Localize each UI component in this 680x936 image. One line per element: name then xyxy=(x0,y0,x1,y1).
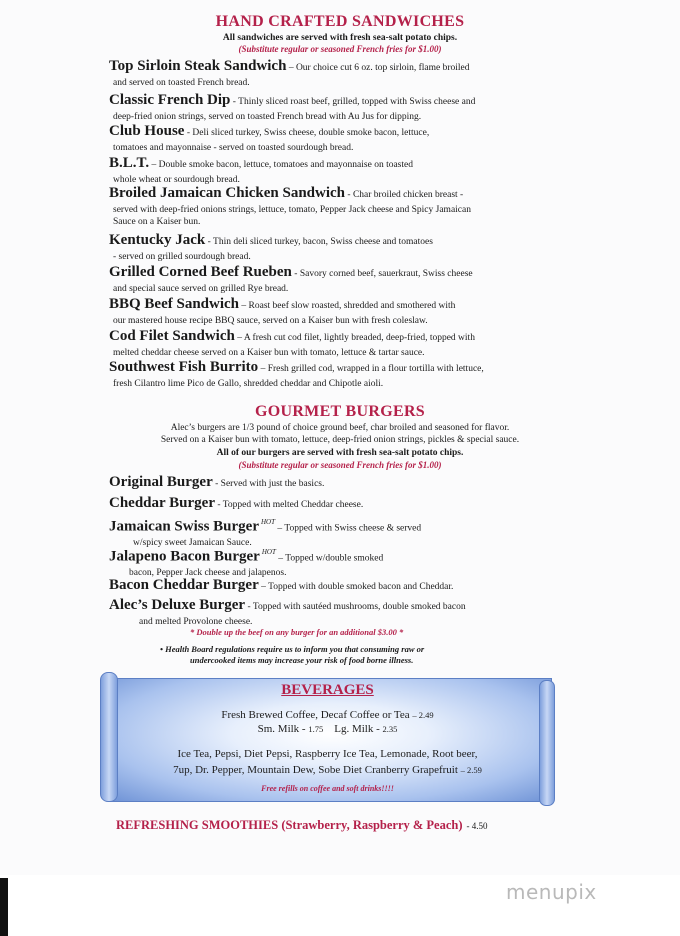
smoothies-line xyxy=(116,818,488,833)
item-description: Deli sliced turkey, Swiss cheese, double smoke bacon, lettuce, xyxy=(192,128,430,138)
menu-item: Alec’s Deluxe Burger - Topped with sautéed mushrooms, double smoked bacon and melted Provolone cheese. xyxy=(109,596,569,628)
burgers-title: GOURMET BURGERS xyxy=(254,403,425,420)
item-name: Grilled Corned Beef Rueben xyxy=(109,264,292,280)
item-description: Topped with double smoked bacon and Cheddar. xyxy=(268,582,454,592)
item-description-cont: deep-fried onion strings, served on toasted French bread with Au Jus for dipping. xyxy=(113,112,422,122)
beverages-scroll xyxy=(100,672,555,804)
burgers-intro: Alec’s burgers are 1/3 pound of choice ground beef, char broiled and seasoned for flavor. xyxy=(170,423,510,433)
item-name: Original Burger xyxy=(109,474,213,490)
item-description: Double smoke bacon, lettuce, tomatoes and mayonnaise on toasted xyxy=(158,160,413,170)
item-name: Cod Filet Sandwich xyxy=(109,328,235,344)
item-description: Served with just the basics. xyxy=(220,479,325,489)
item-description: Topped w/double smoked xyxy=(285,553,384,564)
item-description: Savory corned beef, sauerkraut, Swiss cheese xyxy=(299,269,473,279)
item-name: B.L.T. xyxy=(109,155,150,171)
beverage-line: Ice Tea, Pepsi, Diet Pepsi, Raspberry Ice Tea, Lemonade, Root beer, xyxy=(177,748,478,760)
hot-badge: HOT xyxy=(261,548,276,556)
sandwiches-intro: All sandwiches are served with fresh sea-salt potato chips. xyxy=(222,33,458,43)
health-note: • Health Board regulations require us to inform you that consuming raw or xyxy=(160,644,425,654)
health-note-cont: undercooked items may increase your risk of food borne illness. xyxy=(190,655,414,665)
menu-item: Cod Filet Sandwich – A fresh cut cod filet, lightly breaded, deep-fried, topped with melted cheddar cheese served on a Kaiser bun with tomato, lettuce & tartar sauce. xyxy=(109,327,569,359)
item-description: Thin deli sliced turkey, bacon, Swiss cheese and tomatoes xyxy=(213,237,433,247)
menu-item: Jamaican Swiss Burger $^{HOT}$ – Topped with Swiss cheese & served w/spicy sweet Jamaican Sauce. xyxy=(109,513,569,549)
item-name: Southwest Fish Burrito xyxy=(109,359,259,375)
item-description: Thinly sliced roast beef, grilled, topped with Swiss cheese and xyxy=(238,97,476,107)
menu-item: BBQ Beef Sandwich – Roast beef slow roasted, shredded and smothered with our mastered house recipe BBQ sauce, served on a Kaiser bun with fresh coleslaw. xyxy=(109,295,569,327)
item-description-cont: served with deep-fried onions strings, lettuce, tomato, Pepper Jack cheese and Spicy Jamaican xyxy=(113,205,471,215)
smoothies-price: - 4.50 xyxy=(466,821,488,831)
menu-item: B.L.T. – Double smoke bacon, lettuce, tomatoes and mayonnaise on toasted whole wheat or sourdough bread. xyxy=(109,154,569,186)
item-description: A fresh cut cod filet, lightly breaded, deep-fried, topped with xyxy=(243,333,475,343)
item-description: Our choice cut 6 oz. top sirloin, flame broiled xyxy=(295,63,470,73)
item-description-cont: and melted Provolone cheese. xyxy=(139,617,253,627)
free-refills-note: Free refills on coffee and soft drinks!!!! xyxy=(261,784,394,793)
menu-item: Cheddar Burger - Topped with melted Cheddar cheese. xyxy=(109,495,364,511)
menu-item: Grilled Corned Beef Rueben - Savory corned beef, sauerkraut, Swiss cheese and special sauce served on grilled Rye bread. xyxy=(109,263,569,295)
watermark-logo: menupix xyxy=(506,880,597,904)
item-name: Jamaican Swiss Burger xyxy=(109,518,259,535)
beverage-line: Fresh Brewed Coffee, Decaf Coffee or Tea – 2.49 xyxy=(221,709,434,721)
item-description-cont: and served on toasted French bread. xyxy=(113,78,250,88)
beverage-line: Sm. Milk - 1.75 Lg. Milk - 2.35 xyxy=(257,723,398,735)
item-name: Club House xyxy=(109,123,185,139)
item-description: Topped with melted Cheddar cheese. xyxy=(222,500,364,510)
item-name: Jalapeno Bacon Burger xyxy=(109,548,260,565)
page-edge xyxy=(0,878,8,936)
item-description: Fresh grilled cod, wrapped in a flour tortilla with lettuce, xyxy=(267,364,484,374)
item-name: BBQ Beef Sandwich xyxy=(109,296,240,312)
item-description: Topped with Swiss cheese & served xyxy=(284,523,422,534)
double-beef-note: * Double up the beef on any burger for an additional $3.00 * xyxy=(190,627,404,637)
item-description-cont: melted cheddar cheese served on a Kaiser bun with tomato, lettuce & tartar sauce. xyxy=(113,348,425,358)
sandwiches-title: HAND CRAFTED SANDWICHES xyxy=(215,13,465,30)
smoothies-label: REFRESHING SMOOTHIES (Strawberry, Raspberry & Peach) xyxy=(116,818,463,832)
beverages-title: BEVERAGES xyxy=(281,682,374,698)
menu-item: Broiled Jamaican Chicken Sandwich - Char broiled chicken breast - served with deep-fried onions strings, lettuce, tomato, Pepper Jack cheese and Spicy Jamaican Sauce on a Kaiser bun. xyxy=(109,184,569,228)
beverage-line: 7up, Dr. Pepper, Mountain Dew, Sobe Diet Cranberry Grapefruit – 2.59 xyxy=(173,764,482,776)
item-name: Kentucky Jack xyxy=(109,232,206,248)
hot-badge: HOT xyxy=(261,518,276,526)
item-name: Alec’s Deluxe Burger xyxy=(109,597,246,613)
item-description-cont: - served on grilled sourdough bread. xyxy=(113,252,251,262)
item-description-cont: tomatoes and mayonnaise - served on toasted sourdough bread. xyxy=(113,143,354,153)
item-description-cont: our mastered house recipe BBQ sauce, served on a Kaiser bun with fresh coleslaw. xyxy=(113,316,428,326)
item-description: Char broiled chicken breast - xyxy=(352,190,464,200)
item-name: Bacon Cheddar Burger xyxy=(109,577,259,593)
item-name: Broiled Jamaican Chicken Sandwich xyxy=(109,185,346,201)
item-description-cont: Sauce on a Kaiser bun. xyxy=(113,217,201,227)
item-name: Top Sirloin Steak Sandwich xyxy=(109,58,287,74)
sandwiches-substitute-note: (Substitute regular or seasoned French fries for $1.00) xyxy=(238,44,442,54)
item-description: Topped with sautéed mushrooms, double smoked bacon xyxy=(252,602,466,612)
item-description-cont: w/spicy sweet Jamaican Sauce. xyxy=(133,538,252,549)
item-name: Classic French Dip xyxy=(109,92,231,108)
menu-item: Original Burger - Served with just the basics. xyxy=(109,474,325,490)
burgers-substitute-note: (Substitute regular or seasoned French fries for $1.00) xyxy=(238,460,442,470)
menu-item: Bacon Cheddar Burger – Topped with double smoked bacon and Cheddar. xyxy=(109,577,454,593)
item-description-cont: and special sauce served on grilled Rye bread. xyxy=(113,284,289,294)
menu-item: Kentucky Jack - Thin deli sliced turkey, bacon, Swiss cheese and tomatoes - served on grilled sourdough bread. xyxy=(109,231,569,263)
menu-item: Southwest Fish Burrito – Fresh grilled cod, wrapped in a flour tortilla with lettuce, fresh Cilantro lime Pico de Gallo, shredded cheddar and Chipotle aioli. xyxy=(109,358,569,390)
burgers-intro: All of our burgers are served with fresh sea-salt potato chips. xyxy=(216,448,464,458)
item-description-cont: bacon, Pepper Jack cheese and jalapenos. xyxy=(129,568,287,579)
burgers-intro: Served on a Kaiser bun with tomato, lettuce, deep-fried onion strings, pickles & special sauce. xyxy=(160,435,520,445)
item-description-cont: fresh Cilantro lime Pico de Gallo, shredded cheddar and Chipotle aioli. xyxy=(113,379,384,389)
item-description-cont: whole wheat or sourdough bread. xyxy=(113,175,240,185)
item-name: Cheddar Burger xyxy=(109,495,215,511)
menu-item: Classic French Dip - Thinly sliced roast beef, grilled, topped with Swiss cheese and deep-fried onion strings, served on toasted French bread with Au Jus for dipping. xyxy=(109,91,569,123)
item-description: Roast beef slow roasted, shredded and smothered with xyxy=(248,301,456,311)
menu-item: Club House - Deli sliced turkey, Swiss cheese, double smoke bacon, lettuce, tomatoes and mayonnaise - served on toasted sourdough bread. xyxy=(109,122,569,154)
menu-item: Jalapeno Bacon Burger $^{HOT}$ – Topped w/double smoked bacon, Pepper Jack cheese and jalapenos. xyxy=(109,543,569,579)
menu-item: Top Sirloin Steak Sandwich – Our choice cut 6 oz. top sirloin, flame broiled and served on toasted French bread. xyxy=(109,57,569,89)
